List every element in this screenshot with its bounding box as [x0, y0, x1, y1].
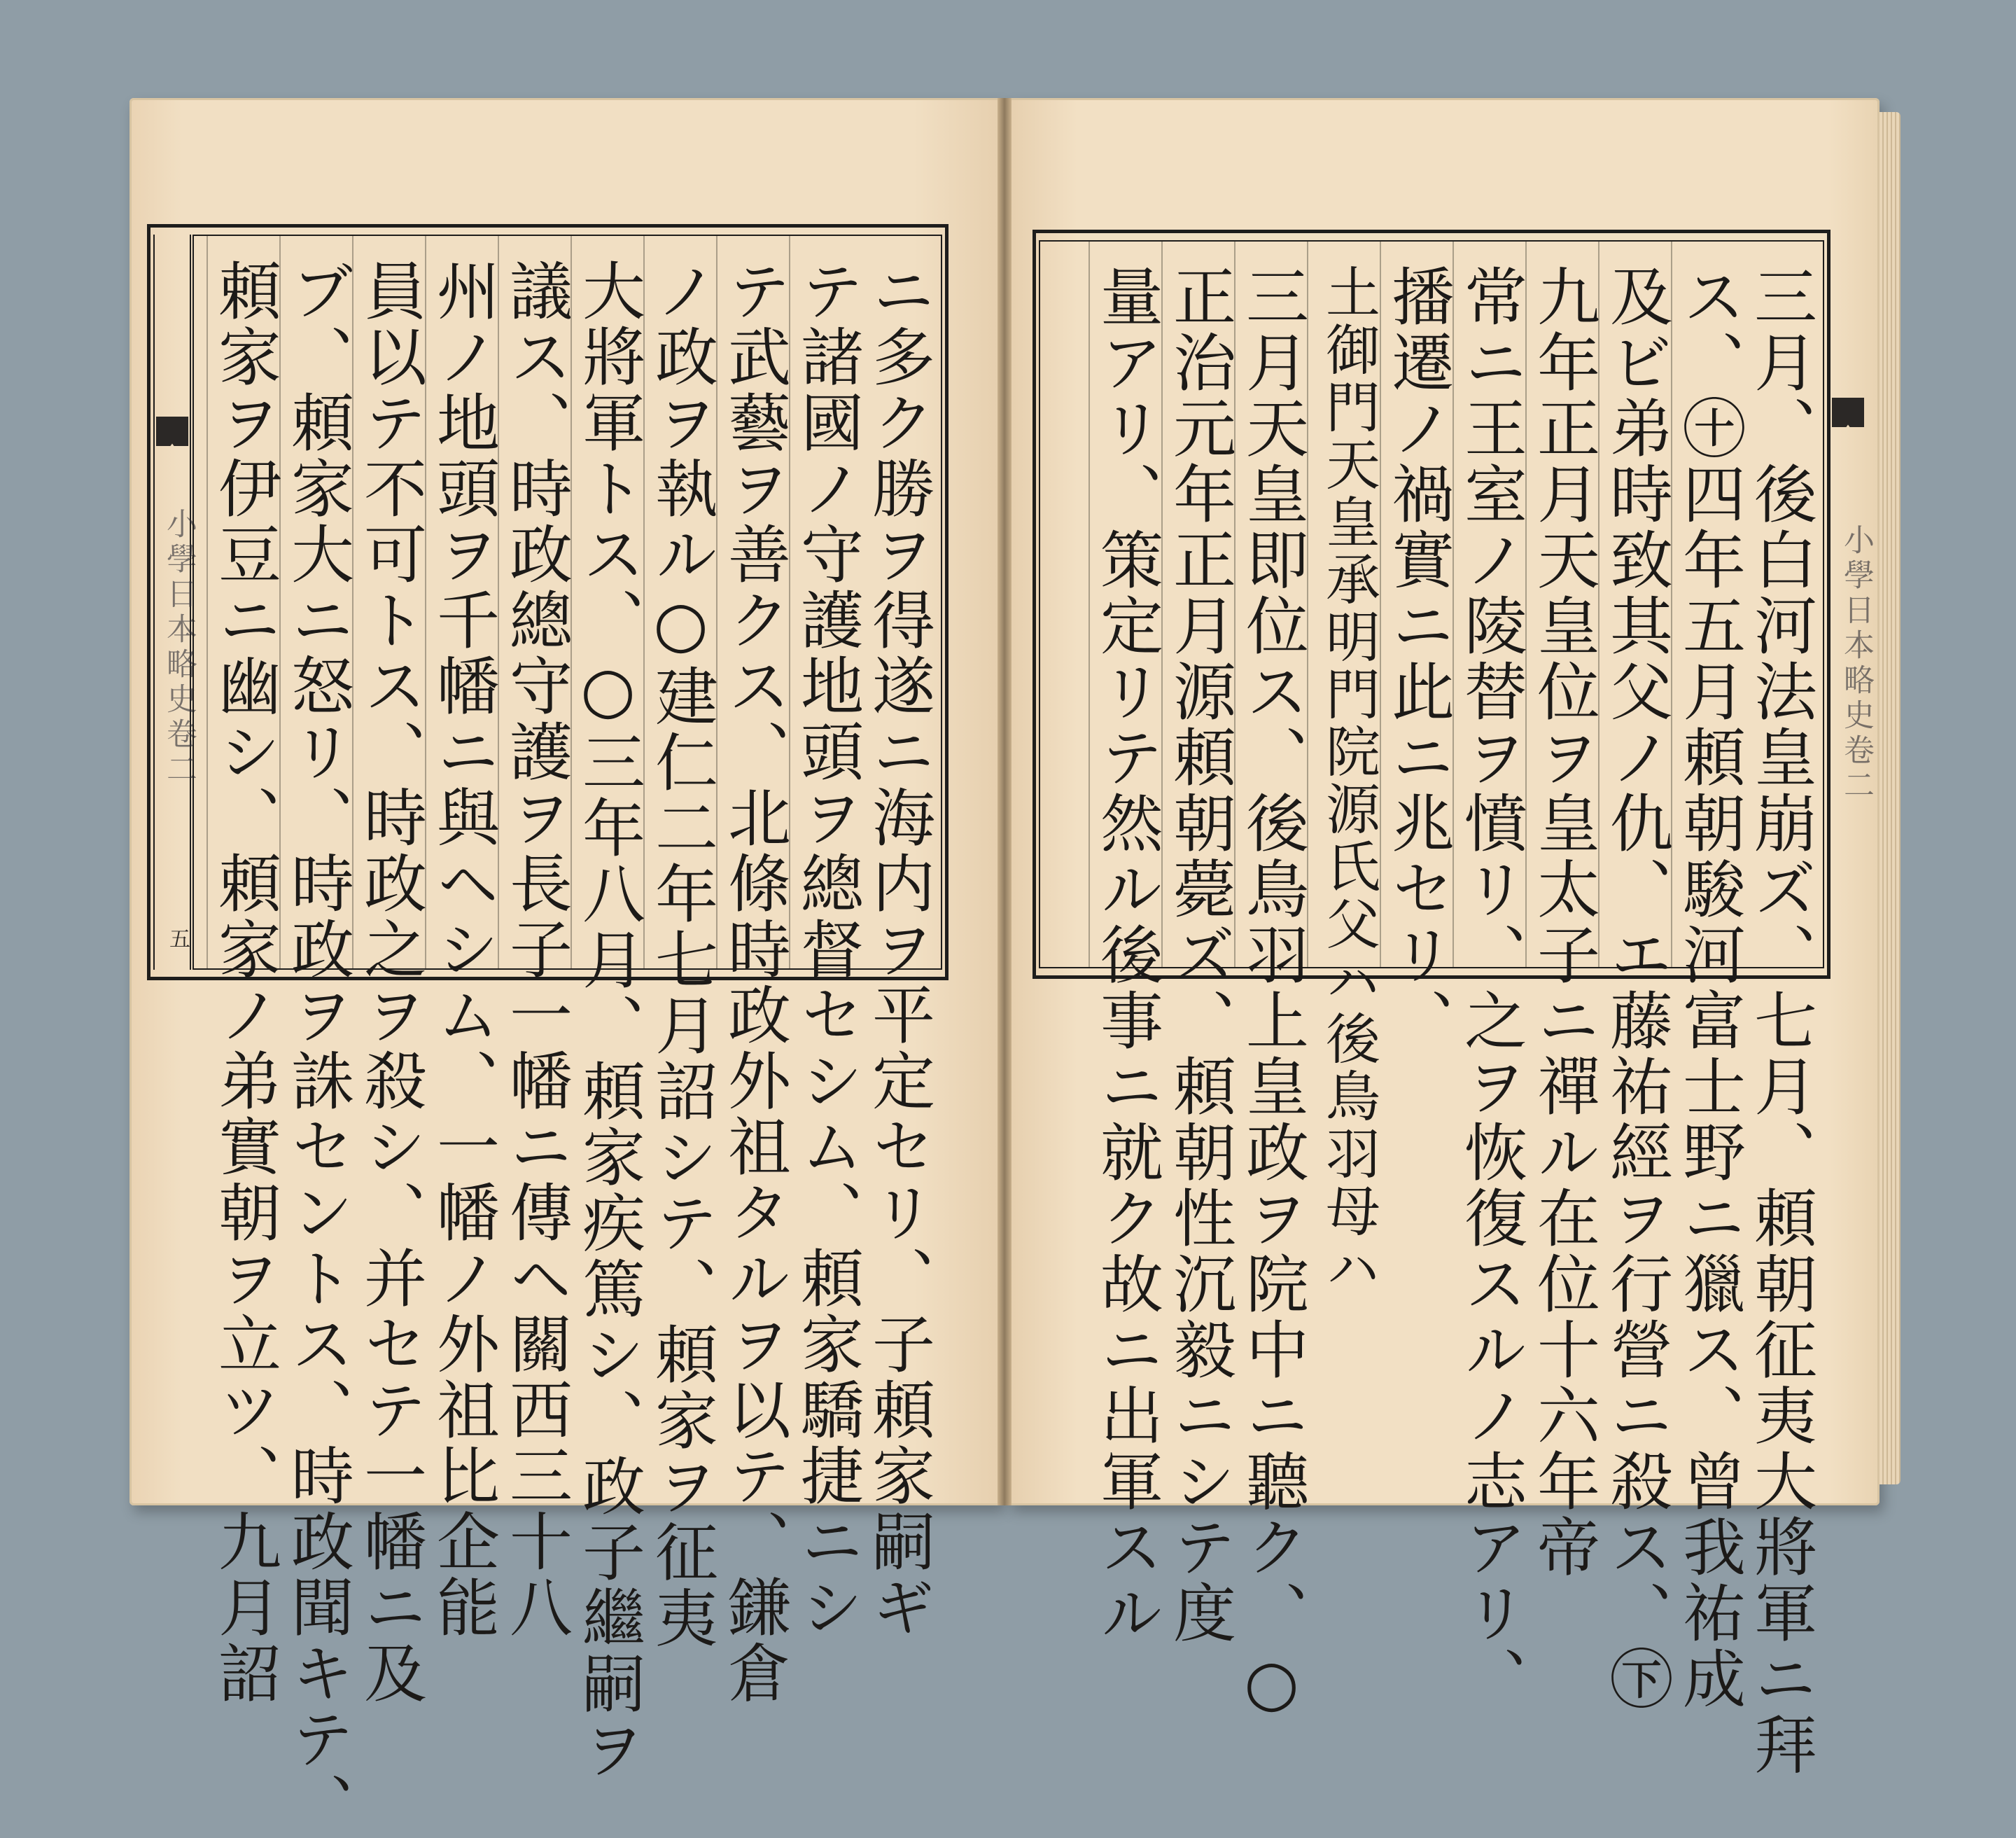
text-column: ノ政ヲ執ル○建仁二年七月詔シテ、頼家ヲ征夷 [643, 236, 712, 968]
text-column: 三月、後白河法皇崩ズ、七月、頼朝征夷大將軍ニ拜 [1743, 264, 1816, 1778]
text-column: 九年正月天皇位ヲ皇太子ニ禪ル在位十六年帝 [1525, 242, 1594, 967]
fishtail-mark [156, 417, 188, 466]
text-column: 議ス、時政總守護ヲ長子一幡ニ傳ヘ關西三十八 [498, 236, 566, 968]
right-margin-title: 小學日本略史卷二 [1838, 524, 1874, 804]
text-column: 員以テ不可トス、時政之ヲ殺シ、并セテ一幡ニ及 [352, 236, 421, 968]
right-page-margin-strip [1828, 230, 1874, 972]
left-page-border [147, 224, 948, 1838]
left-margin-title: 小學日本略史卷二 [161, 508, 197, 788]
text-column: 播遷ノ禍實ニ此ニ兆セリ、 [1380, 242, 1448, 967]
text-column: 大將軍トス、○三年八月、頼家疾篤シ、政子繼嗣ヲ [570, 236, 639, 968]
text-column: テ諸國ノ守護地頭ヲ總督セシム、頼家驕捷ニシ [789, 236, 858, 968]
text-column: テ武藝ヲ善クス、北條時政外祖タルヲ以テ、鎌倉 [716, 236, 785, 968]
left-folio-number: 五 [165, 928, 190, 949]
left-page-margin-strip [153, 235, 197, 970]
text-column: 及ビ弟時致其父ノ仇、エ藤祐經ヲ行營ニ殺ス、㊦ [1598, 242, 1667, 967]
open-book [130, 98, 1879, 1838]
left-text-block [192, 235, 942, 1838]
right-page-border [1032, 230, 1830, 1778]
text-column: 頼家ヲ伊豆ニ幽シ、頼家ノ弟實朝ヲ立ツ、九月詔 [206, 236, 275, 968]
text-column: 常ニ王室ノ陵替ヲ憤リ、之ヲ恢復スルノ志アリ、 [1452, 242, 1521, 967]
book-gutter [997, 98, 1011, 1505]
fishtail-mark [1832, 398, 1864, 447]
text-column: ニ多ク勝ヲ得遂ニ海内ヲ平定セリ、子頼家嗣ギ [861, 258, 934, 1641]
text-column: 土御門天皇承明門院源氏父ハ後鳥羽母ハ [1307, 242, 1376, 967]
left-page [130, 98, 1001, 1838]
text-column: 三月天皇即位ス、後鳥羽上皇政ヲ院中ニ聽ク、○ [1234, 242, 1303, 967]
right-text-block [1039, 240, 1824, 1778]
text-column: 州ノ地頭ヲ千幡ニ與ヘシム、一幡ノ外祖比企能 [425, 236, 493, 968]
text-column: ス、㊉四年五月頼朝駿河富士野ニ獵ス、曾我祐成 [1671, 242, 1740, 967]
text-column: 量アリ、策定リテ然ル後事ニ就ク故ニ出軍スル [1088, 242, 1157, 967]
right-page [1008, 98, 1879, 1778]
text-column: ブ、頼家大ニ怒リ、時政ヲ誅セントス、時政聞キテ、 [279, 236, 348, 968]
page-edges [1879, 112, 1900, 1484]
text-column: 正治元年正月源頼朝薨ズ、頼朝性沉毅ニシテ度 [1161, 242, 1230, 967]
